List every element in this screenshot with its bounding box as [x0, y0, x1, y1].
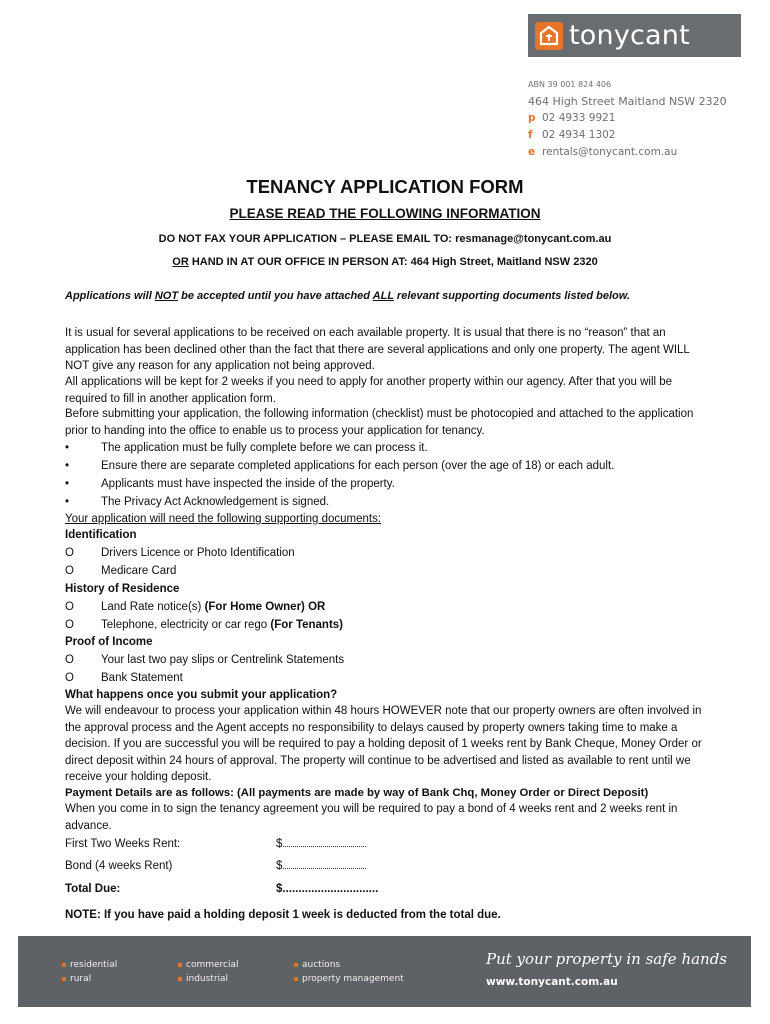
footer-item: [294, 960, 340, 970]
checklist-text: Drivers Licence or Photo Identification: [101, 547, 295, 559]
list-item: [65, 458, 614, 474]
checklist-text: Land Rate notice(s): [101, 601, 205, 613]
footer-item: [294, 974, 404, 984]
fax-line-contact: [528, 129, 615, 141]
checklist-text: Telephone, electricity or car rego: [101, 619, 271, 631]
bullet-text: Ensure there are separate completed applications for each person (over the age of 18) or each adult.: [101, 460, 615, 472]
footer-item: [62, 960, 117, 970]
office-or: OR: [172, 256, 189, 268]
checklist-text: Your last two pay slips or Centrelink Statements: [101, 654, 345, 666]
checklist-text: Medicare Card: [101, 565, 177, 577]
checkbox-icon: O: [65, 672, 74, 684]
dollar-sign: $: [276, 883, 283, 895]
fax-label: f: [528, 129, 533, 141]
total-field[interactable]: ..............................: [282, 883, 379, 895]
checklist-item: [65, 563, 176, 579]
square-bullet-icon: [294, 977, 298, 981]
footer-item-label: auctions: [302, 960, 341, 970]
list-item: [65, 494, 329, 510]
checkbox-icon: O: [65, 547, 74, 559]
warning-all: ALL: [372, 290, 394, 302]
abn: ABN 39 001 824 406: [528, 80, 612, 89]
checklist-item: [65, 599, 325, 615]
footer-banner: [18, 936, 751, 1007]
square-bullet-icon: [178, 963, 182, 967]
checklist-item: [65, 545, 295, 561]
checklist-text: Bank Statement: [101, 672, 183, 684]
phone-label: p: [528, 112, 536, 124]
bond-field[interactable]: ..........................................: [282, 861, 367, 871]
email-address: rentals@tonycant.com.au: [542, 146, 678, 158]
bullet-icon: •: [65, 496, 70, 508]
logo-text: tonycant: [569, 20, 690, 51]
page-title: TENANCY APPLICATION FORM: [246, 176, 524, 197]
email-label: e: [528, 146, 536, 158]
bullet-text: Applicants must have inspected the inside of the property.: [101, 478, 395, 490]
bullet-icon: •: [65, 460, 70, 472]
email-line: [528, 146, 677, 158]
list-item: [65, 440, 428, 456]
footer-item: [178, 960, 239, 970]
footer-item: [62, 974, 91, 984]
footer-item-label: commercial: [186, 960, 239, 970]
first-rent-label: First Two Weeks Rent:: [65, 838, 181, 850]
payment-text: When you come in to sign the tenancy agreement you will be required to pay a bond of 4 weeks rent and 2 weeks rent in advance.: [65, 803, 678, 832]
bond-row: [65, 858, 366, 874]
phone-number: 02 4933 9921: [542, 112, 616, 124]
total-row: [65, 881, 378, 897]
fax-notice: DO NOT FAX YOUR APPLICATION – PLEASE EMAIL TO: resmanage@tonycant.com.au: [158, 233, 612, 245]
dollar-sign: $: [276, 838, 283, 850]
after-submit-heading: What happens once you submit your application?: [65, 689, 338, 701]
income-heading: Proof of Income: [65, 636, 153, 648]
first-rent-row: [65, 836, 366, 852]
total-label: Total Due:: [65, 883, 121, 895]
bullet-text: The Privacy Act Acknowledgement is signed.: [101, 496, 330, 508]
company-logo: [528, 14, 741, 57]
warning-not: NOT: [154, 290, 179, 302]
office-notice-text: HAND IN AT OUR OFFICE IN PERSON AT: 464 High Street, Maitland NSW 2320: [188, 256, 598, 268]
address: 464 High Street Maitland NSW 2320: [528, 95, 727, 108]
after-submit-text: We will endeavour to process your application within 48 hours HOWEVER note that our property owners are often involved in the approval process and the Agent accepts no responsibility to delays caused by property owners taking time to make a decision. If you are successful you will be required to pay a holding deposit of 1 weeks rent by Bank Cheque, Money Order or direct deposit within 24 hours of approval. The property will continue to be advertised and listed as available to rent until we receive your holding deposit.: [65, 705, 702, 783]
first-rent-field[interactable]: ..........................................: [282, 839, 367, 849]
checklist-item: [65, 670, 183, 686]
documents-heading: Your application will need the following supporting documents:: [65, 513, 382, 525]
bullet-text: The application must be fully complete before we can process it.: [101, 442, 428, 454]
footer-item: [178, 974, 228, 984]
office-notice: [0, 256, 770, 268]
footer-url-link[interactable]: www.tonycant.com.au: [486, 976, 618, 988]
warning-notice: [65, 290, 630, 302]
identification-heading: Identification: [65, 529, 137, 541]
checkbox-icon: O: [65, 654, 74, 666]
square-bullet-icon: [62, 977, 66, 981]
square-bullet-icon: [62, 963, 66, 967]
bond-label: Bond (4 weeks Rent): [65, 860, 173, 872]
bullet-icon: •: [65, 442, 70, 454]
checkbox-icon: O: [65, 601, 74, 613]
phone-line: [528, 112, 615, 124]
intro-paragraph-3: Before submitting your application, the following information (checklist) must be photocopied and attached to the application prior to handing into the office to enable us to process your application for tenancy.: [65, 408, 694, 437]
footer-slogan: Put your property in safe hands: [486, 950, 728, 968]
checklist-text-bold: (For Tenants): [270, 619, 344, 631]
dollar-sign: $: [276, 860, 283, 872]
square-bullet-icon: [294, 963, 298, 967]
residence-heading: History of Residence: [65, 583, 180, 595]
logo-mark-icon: [535, 22, 563, 50]
holding-deposit-note: NOTE: If you have paid a holding deposit 1 week is deducted from the total due.: [65, 909, 501, 921]
list-item: [65, 476, 395, 492]
fax-number: 02 4934 1302: [542, 129, 616, 141]
bullet-icon: •: [65, 478, 70, 490]
footer-item-label: rural: [70, 974, 92, 984]
footer-item-label: industrial: [186, 974, 229, 984]
checkbox-icon: O: [65, 565, 74, 577]
checklist-item: [65, 652, 344, 668]
checklist-item: [65, 617, 343, 633]
intro-paragraph-2: All applications will be kept for 2 weeks if you need to apply for another property within our agency. After that you will be required to fill in another application form.: [65, 376, 673, 405]
square-bullet-icon: [178, 977, 182, 981]
warning-part: be accepted until you have attached: [178, 290, 373, 302]
warning-part: relevant supporting documents listed below.: [393, 290, 630, 302]
footer-item-label: property management: [302, 974, 404, 984]
intro-paragraph-1: It is usual for several applications to be received on each available property. It is usual that there is no “reason” that an application has been declined other than the fact that there are several applications and only one property. The agent WILL NOT give any reason for any application not being approved.: [65, 327, 690, 372]
warning-part: Applications will: [65, 290, 155, 302]
checklist-text-bold: (For Home Owner) OR: [204, 601, 326, 613]
page-subtitle: PLEASE READ THE FOLLOWING INFORMATION: [229, 206, 541, 221]
checkbox-icon: O: [65, 619, 74, 631]
footer-item-label: residential: [70, 960, 118, 970]
payment-heading: Payment Details are as follows: (All payments are made by way of Bank Chq, Money Order or Direct Deposit): [65, 787, 649, 799]
